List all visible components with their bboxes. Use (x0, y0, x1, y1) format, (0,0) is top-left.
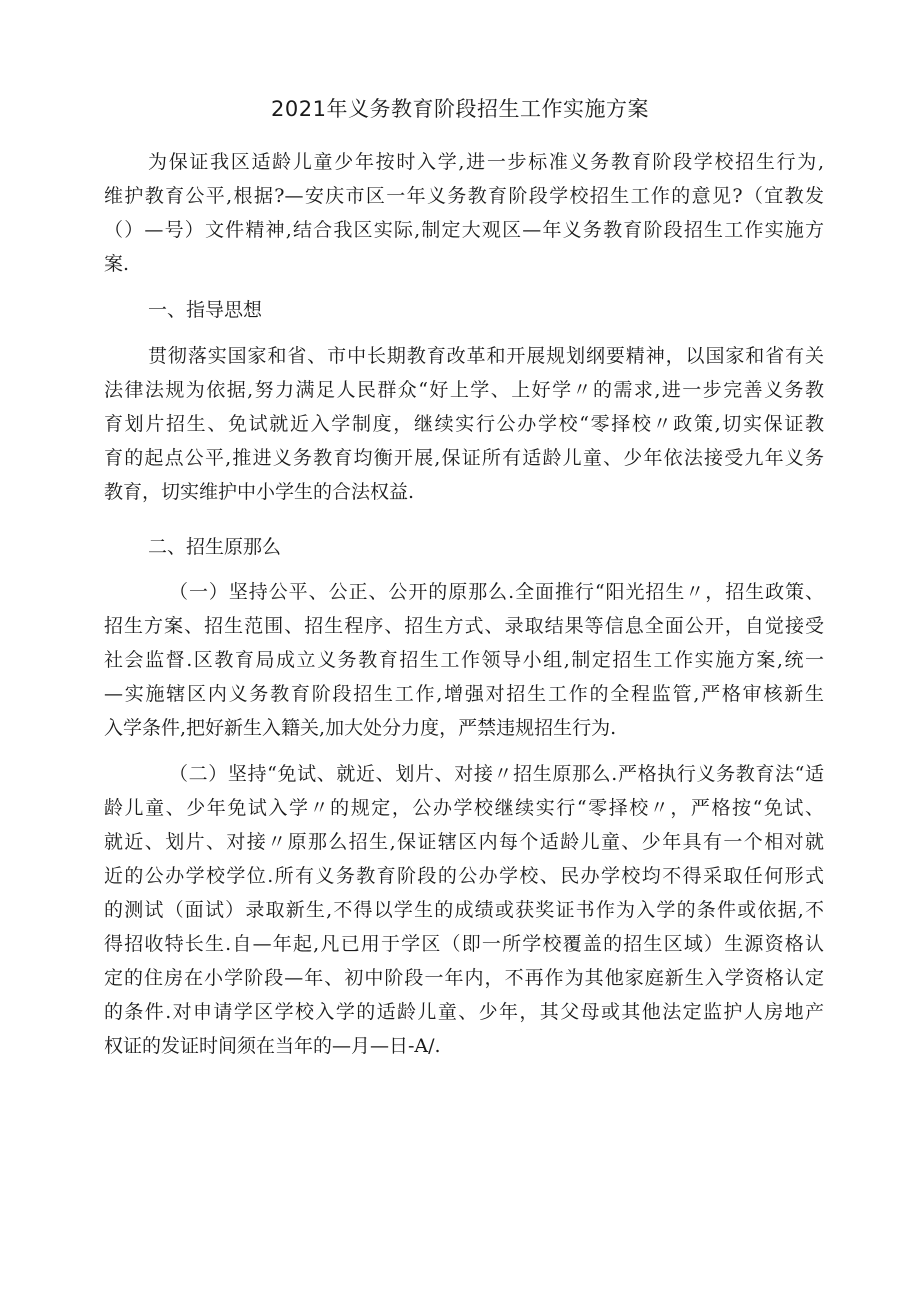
section-heading-enrollment-principles: 二、招生原那么 (148, 536, 282, 558)
item2-line: 的条件.对申请学区学校入学的适龄儿童、少年，其父母或其他法定监护人房地产 (104, 1001, 824, 1023)
section1-line: 教育，切实维护中小学生的合法权益. (104, 481, 415, 503)
item1-line: —实施辖区内义务教育阶段招生工作,增强对招生工作的全程监管,严格审核新生 (104, 683, 824, 705)
item1-line: 招生方案、招生范围、招生程序、招生方式、录取结果等信息全面公开，自觉接受 (104, 615, 824, 637)
item1-line: 社会监督.区教育局成立义务教育招生工作领导小组,制定招生工作实施方案,统一 (104, 649, 824, 671)
item2-line: 权证的发证时间须在当年的—月—日-A/. (104, 1035, 441, 1057)
section1-line: 育的起点公平,推进义务教育均衡开展,保证所有适龄儿童、少年依法接受九年义务 (104, 447, 824, 469)
document-title: 2021年义务教育阶段招生工作实施方案 (271, 97, 649, 121)
section1-line: 育划片招生、免试就近入学制度，继续实行公办学校“零择校〃政策,切实保证教 (104, 413, 824, 435)
intro-line: 为保证我区适龄儿童少年按时入学,进一步标准义务教育阶段学校招生行为, (148, 151, 824, 173)
item2-line: （二）坚持“免试、就近、划片、对接〃招生原那么.严格执行义务教育法“适 (169, 763, 824, 785)
section1-line: 法律法规为依据,努力满足人民群众“好上学、上好学〃的需求,进一步完善义务教 (104, 379, 824, 401)
item2-line: 就近、划片、对接〃原那么招生,保证辖区内每个适龄儿童、少年具有一个相对就 (104, 831, 824, 853)
intro-line: （）—号）文件精神,结合我区实际,制定大观区—年义务教育阶段招生工作实施方 (104, 219, 824, 241)
item1-line: （一）坚持公平、公正、公开的原那么.全面推行“阳光招生〃，招生政策、 (169, 581, 824, 603)
item2-line: 近的公办学校学位.所有义务教育阶段的公办学校、民办学校均不得采取任何形式 (104, 865, 824, 887)
item2-line: 的测试（面试）录取新生,不得以学生的成绩或获奖证书作为入学的条件或依据,不 (104, 899, 824, 921)
intro-line: 案. (104, 253, 130, 275)
item2-line: 定的住房在小学阶段—年、初中阶段一年内，不再作为其他家庭新生入学资格认定 (104, 967, 824, 989)
item1-line: 入学条件,把好新生入籍关,加大处分力度，严禁违规招生行为. (104, 717, 617, 739)
section-heading-guiding-ideology: 一、指导思想 (148, 299, 263, 321)
item2-line: 得招收特长生.自—年起,凡已用于学区（即一所学校覆盖的招生区域）生源资格认 (104, 933, 824, 955)
intro-line: 维护教育公平,根据?—安庆市区一年义务教育阶段学校招生工作的意见?（宜教发 (104, 185, 824, 207)
item2-line: 龄儿童、少年免试入学〃的规定，公办学校继续实行“零择校〃，严格按“免试、 (104, 797, 824, 819)
section1-line: 贯彻落实国家和省、市中长期教育改革和开展规划纲要精神，以国家和省有关 (148, 345, 824, 367)
